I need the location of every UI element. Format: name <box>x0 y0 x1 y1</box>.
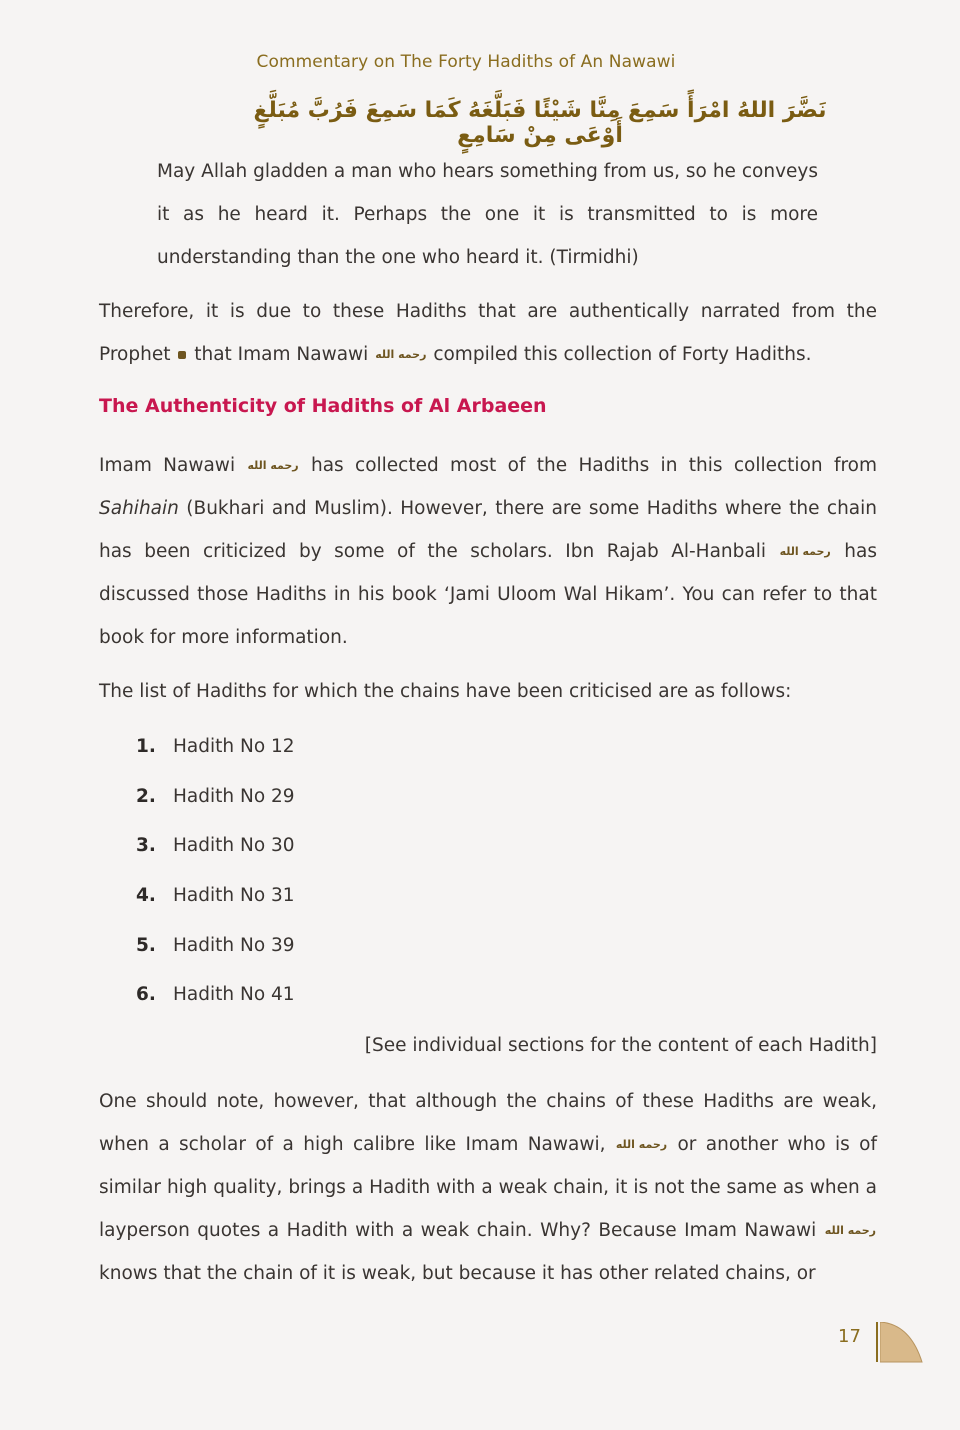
quote-translation: May Allah gladden a man who hears something from us, so he conveys it as he heard it. Perhaps the one it is transmitted to is more understanding than the one who heard it. (Tirmidhi) <box>157 161 818 268</box>
rahimahullah-icon: رحمه الله <box>824 1224 876 1237</box>
paragraph-1: Therefore, it is due to these Hadiths that are authentically narrated from the Prophet that Imam Nawawi رحمه الله compiled this collection of Forty Hadiths. <box>99 290 877 376</box>
rahimahullah-icon: رحمه الله <box>779 545 831 558</box>
list-intro: The list of Hadiths for which the chains have been criticised are as follows: <box>99 681 792 702</box>
list-item: 2. Hadith No 29 <box>136 785 295 807</box>
paragraph-3: One should note, however, that although the chains of these Hadiths are weak, when a scholar of a high calibre like Imam Nawawi, رحمه الله or another who is of similar high quality, brings a Hadith with a weak chain, it is not the same as when a layperson quotes a Hadith with a weak chain. Why? Because Imam Nawawi رحمه الله knows that the chain of it is weak, but because it has other related chains, or <box>99 1091 877 1284</box>
list-item: 3. Hadith No 30 <box>136 835 295 857</box>
salawat-icon <box>178 351 186 359</box>
section-heading: The Authenticity of Hadiths of Al Arbaeen <box>99 395 547 417</box>
rahimahullah-icon: رحمه الله <box>247 459 299 472</box>
arabic-hadith-text: نَضَّرَ اللهُ امْرَأً سَمِعَ مِنَّا شَيْئًا فَبَلَّغَهُ كَمَا سَمِعَ فَرُبَّ مُبَلَّغٍ أَوْعَى مِنْ سَامِعٍ <box>253 98 827 148</box>
hadith-list <box>136 722 295 1020</box>
running-head: Commentary on The Forty Hadiths of An Nawawi <box>256 52 676 72</box>
list-item: 4. Hadith No 31 <box>136 885 295 907</box>
rahimahullah-icon: رحمه الله <box>615 1138 668 1151</box>
paragraph-2: Imam Nawawi رحمه الله has collected most of the Hadiths in this collection from Sahihain (Bukhari and Muslim). However, there are some Hadiths where the chain has been criticized by some of the scholars. Ibn Rajab Al-Hanbali رحمه الله has discussed those Hadiths in his book ‘Jami Uloom Wal Hikam’. You can refer to that book for more information. <box>99 444 877 659</box>
see-note: [See individual sections for the content of each Hadith] <box>364 1035 877 1056</box>
list-item: 6. Hadith No 41 <box>136 984 295 1006</box>
page-tab-icon <box>880 1322 924 1364</box>
page-number-rule <box>876 1322 878 1362</box>
page-number: 17 <box>838 1326 861 1347</box>
list-item: 5. Hadith No 39 <box>136 934 295 956</box>
rahimahullah-icon: رحمه الله <box>375 348 427 361</box>
list-item: 1. Hadith No 12 <box>136 736 295 757</box>
